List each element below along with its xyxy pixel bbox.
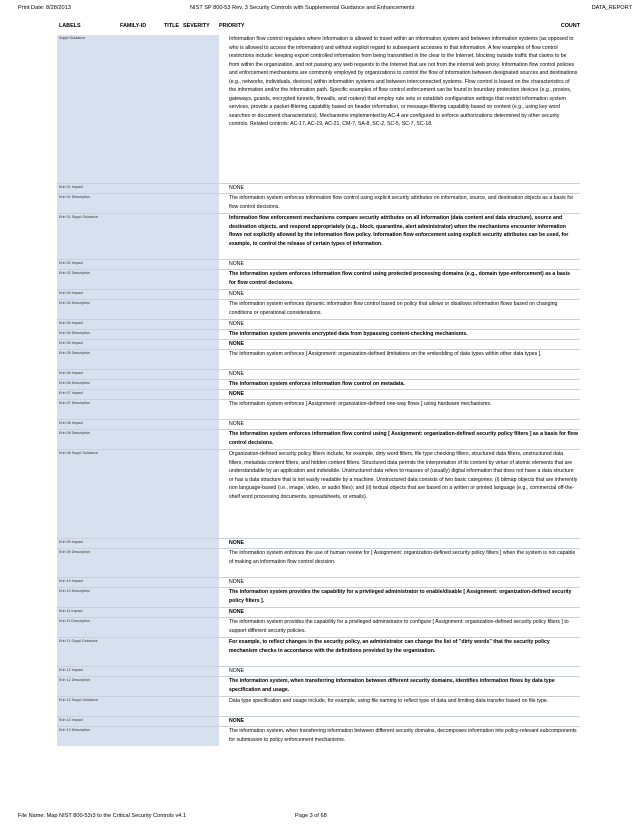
row-text: NONE bbox=[229, 185, 244, 191]
row-label: Enh 08 Description bbox=[57, 430, 219, 449]
row-label: Enh 13 Description bbox=[57, 727, 219, 746]
row-label: Enh 09 Impact bbox=[57, 539, 219, 548]
row-text: NONE bbox=[229, 341, 244, 347]
table-row bbox=[57, 716, 580, 726]
row-text: NONE bbox=[229, 540, 244, 546]
row-label: Enh 11 Suppl Guidance bbox=[57, 638, 219, 666]
row-label: Enh 04 Description bbox=[57, 330, 219, 339]
document-title: NIST SP 800-53 Rev. 3 Security Controls with Supplemental Guidance and Enhancements bbox=[190, 5, 415, 11]
control-table bbox=[57, 35, 580, 746]
column-family-id: FAMILY-ID bbox=[120, 23, 147, 29]
table-row bbox=[57, 289, 580, 299]
column-priority: PRIORITY bbox=[219, 23, 245, 29]
row-label: Enh 04 Impact bbox=[57, 320, 219, 329]
row-text: The information system enforces information flow control using [ Assignment: organization-defined security policy filters ] as a basis for flow control decisions. bbox=[229, 431, 578, 446]
report-name: DATA_REPORT bbox=[591, 5, 632, 11]
row-label: Enh 06 Impact bbox=[57, 370, 219, 379]
row-label: Enh 07 Impact bbox=[57, 390, 219, 399]
row-text: NONE bbox=[229, 609, 244, 615]
table-row bbox=[57, 269, 580, 289]
row-label: Enh 08 Impact bbox=[57, 420, 219, 429]
table-row bbox=[57, 35, 580, 183]
row-text: The information system enforces dynamic information flow control based on policy that allows or disallows information flows based on changing conditions or operational considerations. bbox=[229, 301, 558, 316]
table-row bbox=[57, 369, 580, 379]
row-text: NONE bbox=[229, 579, 244, 585]
page-footer bbox=[18, 813, 632, 823]
column-header-row bbox=[57, 22, 580, 32]
table-row bbox=[57, 538, 580, 548]
table-row bbox=[57, 193, 580, 213]
row-text: NONE bbox=[229, 261, 244, 267]
table-row bbox=[57, 587, 580, 607]
file-name: File Name: Map NIST 800-53r3 to the Critical Security Controls v4.1 bbox=[18, 813, 187, 819]
row-text: The information system enforces information flow control using protected processing domains (e.g., domain type-enforcement) as a basis for flow control decisions. bbox=[229, 271, 570, 286]
table-row bbox=[57, 607, 580, 617]
column-labels: LABELS bbox=[59, 23, 81, 29]
row-text: The information system enforces [ Assignment: organization-defined limitations on the embedding of data types within other data types ]. bbox=[229, 351, 542, 357]
table-row bbox=[57, 429, 580, 449]
column-title: TITLE bbox=[164, 23, 179, 29]
table-row bbox=[57, 259, 580, 269]
table-row bbox=[57, 676, 580, 696]
row-text: The information system, when transferring information between different security domains, identifies information flows by data type specification and usage. bbox=[229, 678, 555, 693]
table-row bbox=[57, 299, 580, 319]
row-label: Enh 08 Suppl Guidance bbox=[57, 450, 219, 538]
row-label: Enh 02 Impact bbox=[57, 260, 219, 269]
row-label: Enh 12 Suppl Guidance bbox=[57, 697, 219, 716]
row-label: Enh 10 Impact bbox=[57, 578, 219, 587]
row-label: Suppl Guidance bbox=[57, 35, 219, 183]
row-text: Data type specification and usage include, for example, using file naming to reflect type of data and limiting data transfer based on file type. bbox=[229, 698, 549, 704]
table-row bbox=[57, 399, 580, 419]
row-text: NONE bbox=[229, 391, 244, 397]
row-text: The information system prevents encrypted data from bypassing content-checking mechanisms. bbox=[229, 331, 468, 337]
table-row bbox=[57, 637, 580, 666]
row-text: NONE bbox=[229, 668, 244, 674]
table-row bbox=[57, 449, 580, 538]
row-text: NONE bbox=[229, 321, 244, 327]
row-label: Enh 07 Description bbox=[57, 400, 219, 419]
table-row bbox=[57, 666, 580, 676]
row-text: Information flow control regulates where information is allowed to travel within an information system and between information systems (as opposed to who is allowed to access the information) and without explicit regard to subsequent accesses to that information. A few examples of flow control restrictions include: keeping export controlled information from being transmitted in the clear to the Internet, blocking outside traffic that claims to be from within the organization, and not passing any web requests to the Internet that are not from the internal web proxy. Information flow control policies and enforcement mechanisms are commonly employed by organizations to control the flow of information between designated sources and destinations (e.g., networks, individuals, devices) within information systems and between interconnected systems. Flow control is based on the characteristics of the information and/or the information path. Specific examples of flow control enforcement can be found in boundary protection devices (e.g., proxies, gateways, guards, encrypted tunnels, firewalls, and routers) that employ rule sets or establish configuration settings that restrict information system services, provide a packet-filtering capability based on header information, or message-filtering capability based on content (e.g., using key word searches or document characteristics). Mechanisms implemented by AC-4 are configured to enforce authorizations determined by other security controls. Related controls: AC-17, AC-19, AC-21, CM-7, SA-8, SC-2, SC-5, SC-7, SC-18. bbox=[229, 36, 578, 128]
row-label: Enh 01 Impact bbox=[57, 184, 219, 193]
table-row bbox=[57, 617, 580, 637]
row-label: Enh 12 Impact bbox=[57, 667, 219, 676]
column-count: COUNT bbox=[560, 23, 580, 29]
row-text: The information system enforces the use of human review for [ Assignment: organization-defined security policy filters ] when the system is not capable of making an information flow control decision. bbox=[229, 550, 576, 565]
column-severity: SEVERITY bbox=[183, 23, 210, 29]
table-row bbox=[57, 213, 580, 259]
table-row bbox=[57, 726, 580, 746]
page-header bbox=[18, 5, 632, 15]
row-label: Enh 09 Description bbox=[57, 549, 219, 577]
row-label: Enh 05 Description bbox=[57, 350, 219, 369]
table-row bbox=[57, 183, 580, 193]
table-row bbox=[57, 419, 580, 429]
row-text: NONE bbox=[229, 718, 244, 724]
table-row bbox=[57, 548, 580, 577]
table-row bbox=[57, 339, 580, 349]
table-row bbox=[57, 319, 580, 329]
row-label: Enh 01 Suppl Guidance bbox=[57, 214, 219, 259]
table-row bbox=[57, 577, 580, 587]
row-label: Enh 02 Description bbox=[57, 270, 219, 289]
row-text: The information system enforces information flow control using explicit security attributes on information, source, and destination objects as a basis for flow control decisions. bbox=[229, 195, 574, 210]
row-label: Enh 03 Impact bbox=[57, 290, 219, 299]
row-label: Enh 01 Description bbox=[57, 194, 219, 213]
row-label: Enh 10 Description bbox=[57, 588, 219, 607]
row-label: Enh 05 Impact bbox=[57, 340, 219, 349]
print-date: Print Date: 8/28/2013 bbox=[18, 5, 71, 11]
row-text: NONE bbox=[229, 371, 244, 377]
row-label: Enh 13 Impact bbox=[57, 717, 219, 726]
row-label: Enh 11 Impact bbox=[57, 608, 219, 617]
row-label: Enh 03 Description bbox=[57, 300, 219, 319]
row-label: Enh 11 Description bbox=[57, 618, 219, 637]
row-text: NONE bbox=[229, 291, 244, 297]
table-row bbox=[57, 329, 580, 339]
row-text: The information system provides the capability for a privileged administrator to enable/disable [ Assignment: organization-defined security policy filters ]. bbox=[229, 589, 572, 604]
row-text: The information system, when transferring information between different security domains, decomposes information into policy-relevant subcomponents for submission to policy enforcement mechanisms. bbox=[229, 728, 577, 743]
table-row bbox=[57, 379, 580, 389]
table-row bbox=[57, 349, 580, 369]
row-text: The information system provides the capability for a privileged administrator to configure [ Assignment: organization-defined security policy filters ] to support different security policies. bbox=[229, 619, 569, 634]
row-text: The information system enforces [ Assignment: organization-defined one-way flows ] using hardware mechanisms. bbox=[229, 401, 492, 407]
row-text: Information flow enforcement mechanisms compare security attributes on all information (data content and data structure), source and destination objects, and respond appropriately (e.g., block, quarantine, alert administrator) when the mechanisms encounter information flows not explicitly allowed by the information flow policy. Information flow enforcement using explicit security attributes can be used, for example, to control the release of certain types of information. bbox=[229, 215, 569, 247]
row-text: NONE bbox=[229, 421, 244, 427]
row-text: For example, to reflect changes in the security policy, an administrator can change the list of "dirty words" that the security policy mechanism checks in accordance with the definitions provided by the organization. bbox=[229, 639, 550, 654]
row-text: Organization-defined security policy filters include, for example, dirty word filters, file type checking filters, structured data filters, unstructured data filters, metadata content filters, and hidden content filters. Structured data permits the interpretation of its content by virtue of atomic elements that are understandable by an application and indivisible. Unstructured data refers to masses of (usually) digital information that does not have a data structure or has a data structure that is not easily readable by a machine. Unstructured data consists of two basic categories: (i) bitmap objects that are inherently non language-based (i.e., image, video, or audio files); and (ii) textual objects that are based on a written or printed language (e.g., commercial off-the-shelf word processing documents, spreadsheets, or emails). bbox=[229, 451, 578, 500]
table-row bbox=[57, 696, 580, 716]
row-label: Enh 06 Description bbox=[57, 380, 219, 389]
page-number: Page 3 of 68 bbox=[295, 813, 327, 819]
row-label: Enh 12 Description bbox=[57, 677, 219, 696]
row-text: The information system enforces information flow control on metadata. bbox=[229, 381, 405, 387]
table-row bbox=[57, 389, 580, 399]
